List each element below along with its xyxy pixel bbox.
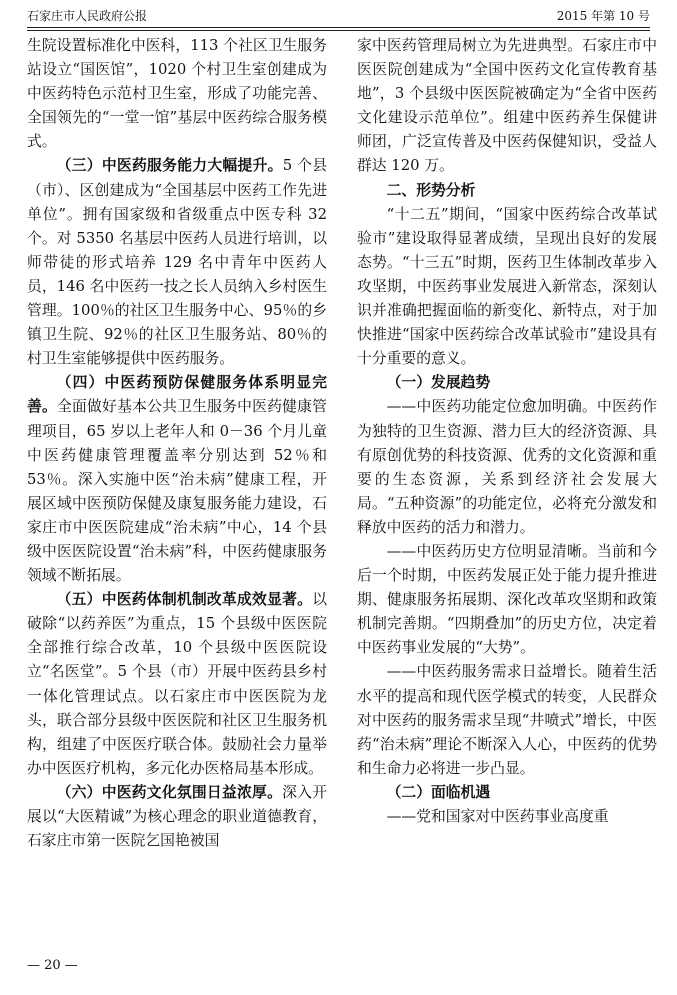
paragraph-heading: （五）中医药体制机制改革成效显著。 xyxy=(56,591,313,609)
paragraph xyxy=(27,588,327,781)
issue-number: 2015 年第 10 号 xyxy=(556,9,650,23)
paragraph-body: 5 个县（市）、区创建成为“全国基层中医药工作先进单位”。拥有国家级和省级重点中医专科 32 个。对 5350 名基层中医药人员进行培训，以师带徒的形式培养 129 名中青年中医药人员，146 名中医药一技之长人员纳入乡村医生管理。100％的社区卫生服务中心、95％的乡镇卫生院、92％的社区卫生服务站、80％的村卫生室能够提供中医药服务。 xyxy=(27,157,327,368)
header-rule xyxy=(27,27,650,28)
paragraph-body: 全面做好基本公共卫生服务中医药健康管理项目，65 岁以上老年人和 0－36 个月儿童中医药健康管理覆盖率分别达到 52％和 53％。深入实施中医“治未病”健康工程，开展区域中医预防保健及康复服务能力建设，石家庄市中医医院建成“治未病”中心，14 个县级中医医院设置“治未病”科，中医药健康服务领域不断拓展。 xyxy=(27,398,327,585)
paragraph-heading: （三）中医药服务能力大幅提升。 xyxy=(56,157,283,175)
paragraph-heading: （六）中医药文化氛围日益浓厚。 xyxy=(56,783,283,801)
page-number: — 20 — xyxy=(27,958,78,973)
section-title: 二、形势分析 xyxy=(386,181,476,199)
paragraph xyxy=(27,371,327,588)
publication-title: 石家庄市人民政府公报 xyxy=(27,9,148,23)
paragraph: ——党和国家对中医药事业高度重 xyxy=(386,808,609,825)
paragraph: 生院设置标准化中医科，113 个社区卫生服务站设立“国医馆”，1020 个村卫生室创建成为中医药特色示范村卫生室，形成了功能完善、全国领先的“一堂一馆”基层中医药综合服务模式。 xyxy=(27,37,327,151)
page-header xyxy=(27,0,650,27)
subsection-title: （一）发展趋势 xyxy=(386,374,491,392)
paragraph: 家中医药管理局树立为先进典型。石家庄市中医医院创建成为“全国中医药文化宣传教育基地”，3 个县级中医医院被确定为“全省中医药文化建设示范单位”。组建中医药养生保健讲师团，广泛宣传普及中医药保健知识，受益人群达 120 万。 xyxy=(357,37,657,175)
right-column xyxy=(357,34,657,829)
header-rule-thin xyxy=(27,30,650,31)
paragraph-heading: （四）中医药预防保健服务体系明显完善。 xyxy=(27,374,327,416)
paragraph: ——中医药历史方位明显清晰。当前和今后一个时期，中医药发展正处于能力提升推进期、健康服务拓展期、深化改革攻坚期和政策机制完善期。“四期叠加”的历史方位，决定着中医药事业发展的“大势”。 xyxy=(357,542,657,657)
paragraph xyxy=(27,154,327,371)
paragraph-body: 以破除“以药养医”为重点，15 个县级中医医院全部推行综合改革，10 个县级中医医院设立“名医堂”。5 个县（市）开展中医药县乡村一体化管理试点。以石家庄市中医医院为龙头，联合部分县级中医医院和社区卫生服务机构，组建了中医医疗联合体。鼓励社会力量举办中医医疗机构，多元化办医格局基本形成。 xyxy=(27,591,327,777)
paragraph: ——中医药服务需求日益增长。随着生活水平的提高和现代医学模式的转变，人民群众对中医药的服务需求呈现“井喷式”增长，中医药“治未病”理论不断深入人心，中医药的优势和生命力必将进一步凸显。 xyxy=(357,663,657,777)
paragraph: “十二五”期间，“国家中医药综合改革试验市”建设取得显著成绩，呈现出良好的发展态势。“十三五”时期，医药卫生体制改革步入攻坚期，中医药事业发展进入新常态，深刻认识并准确把握面临的新变化、新特点，对于加快推进“国家中医药综合改革试验市”建设具有十分重要的意义。 xyxy=(357,205,657,368)
paragraph: ——中医药功能定位愈加明确。中医药作为独特的卫生资源、潜力巨大的经济资源、具有原创优势的科技资源、优秀的文化资源和重要的生态资源，关系到经济社会发展大局。“五种资源”的功能定位，必将充分激发和释放中医药的活力和潜力。 xyxy=(357,398,657,536)
paragraph-body: 深入开展以“大医精诚”为核心理念的职业道德教育，石家庄市第一医院乞国艳被国 xyxy=(27,783,327,850)
paragraph xyxy=(27,781,327,853)
subsection-title: （二）面临机遇 xyxy=(386,783,491,801)
left-column xyxy=(27,34,327,853)
